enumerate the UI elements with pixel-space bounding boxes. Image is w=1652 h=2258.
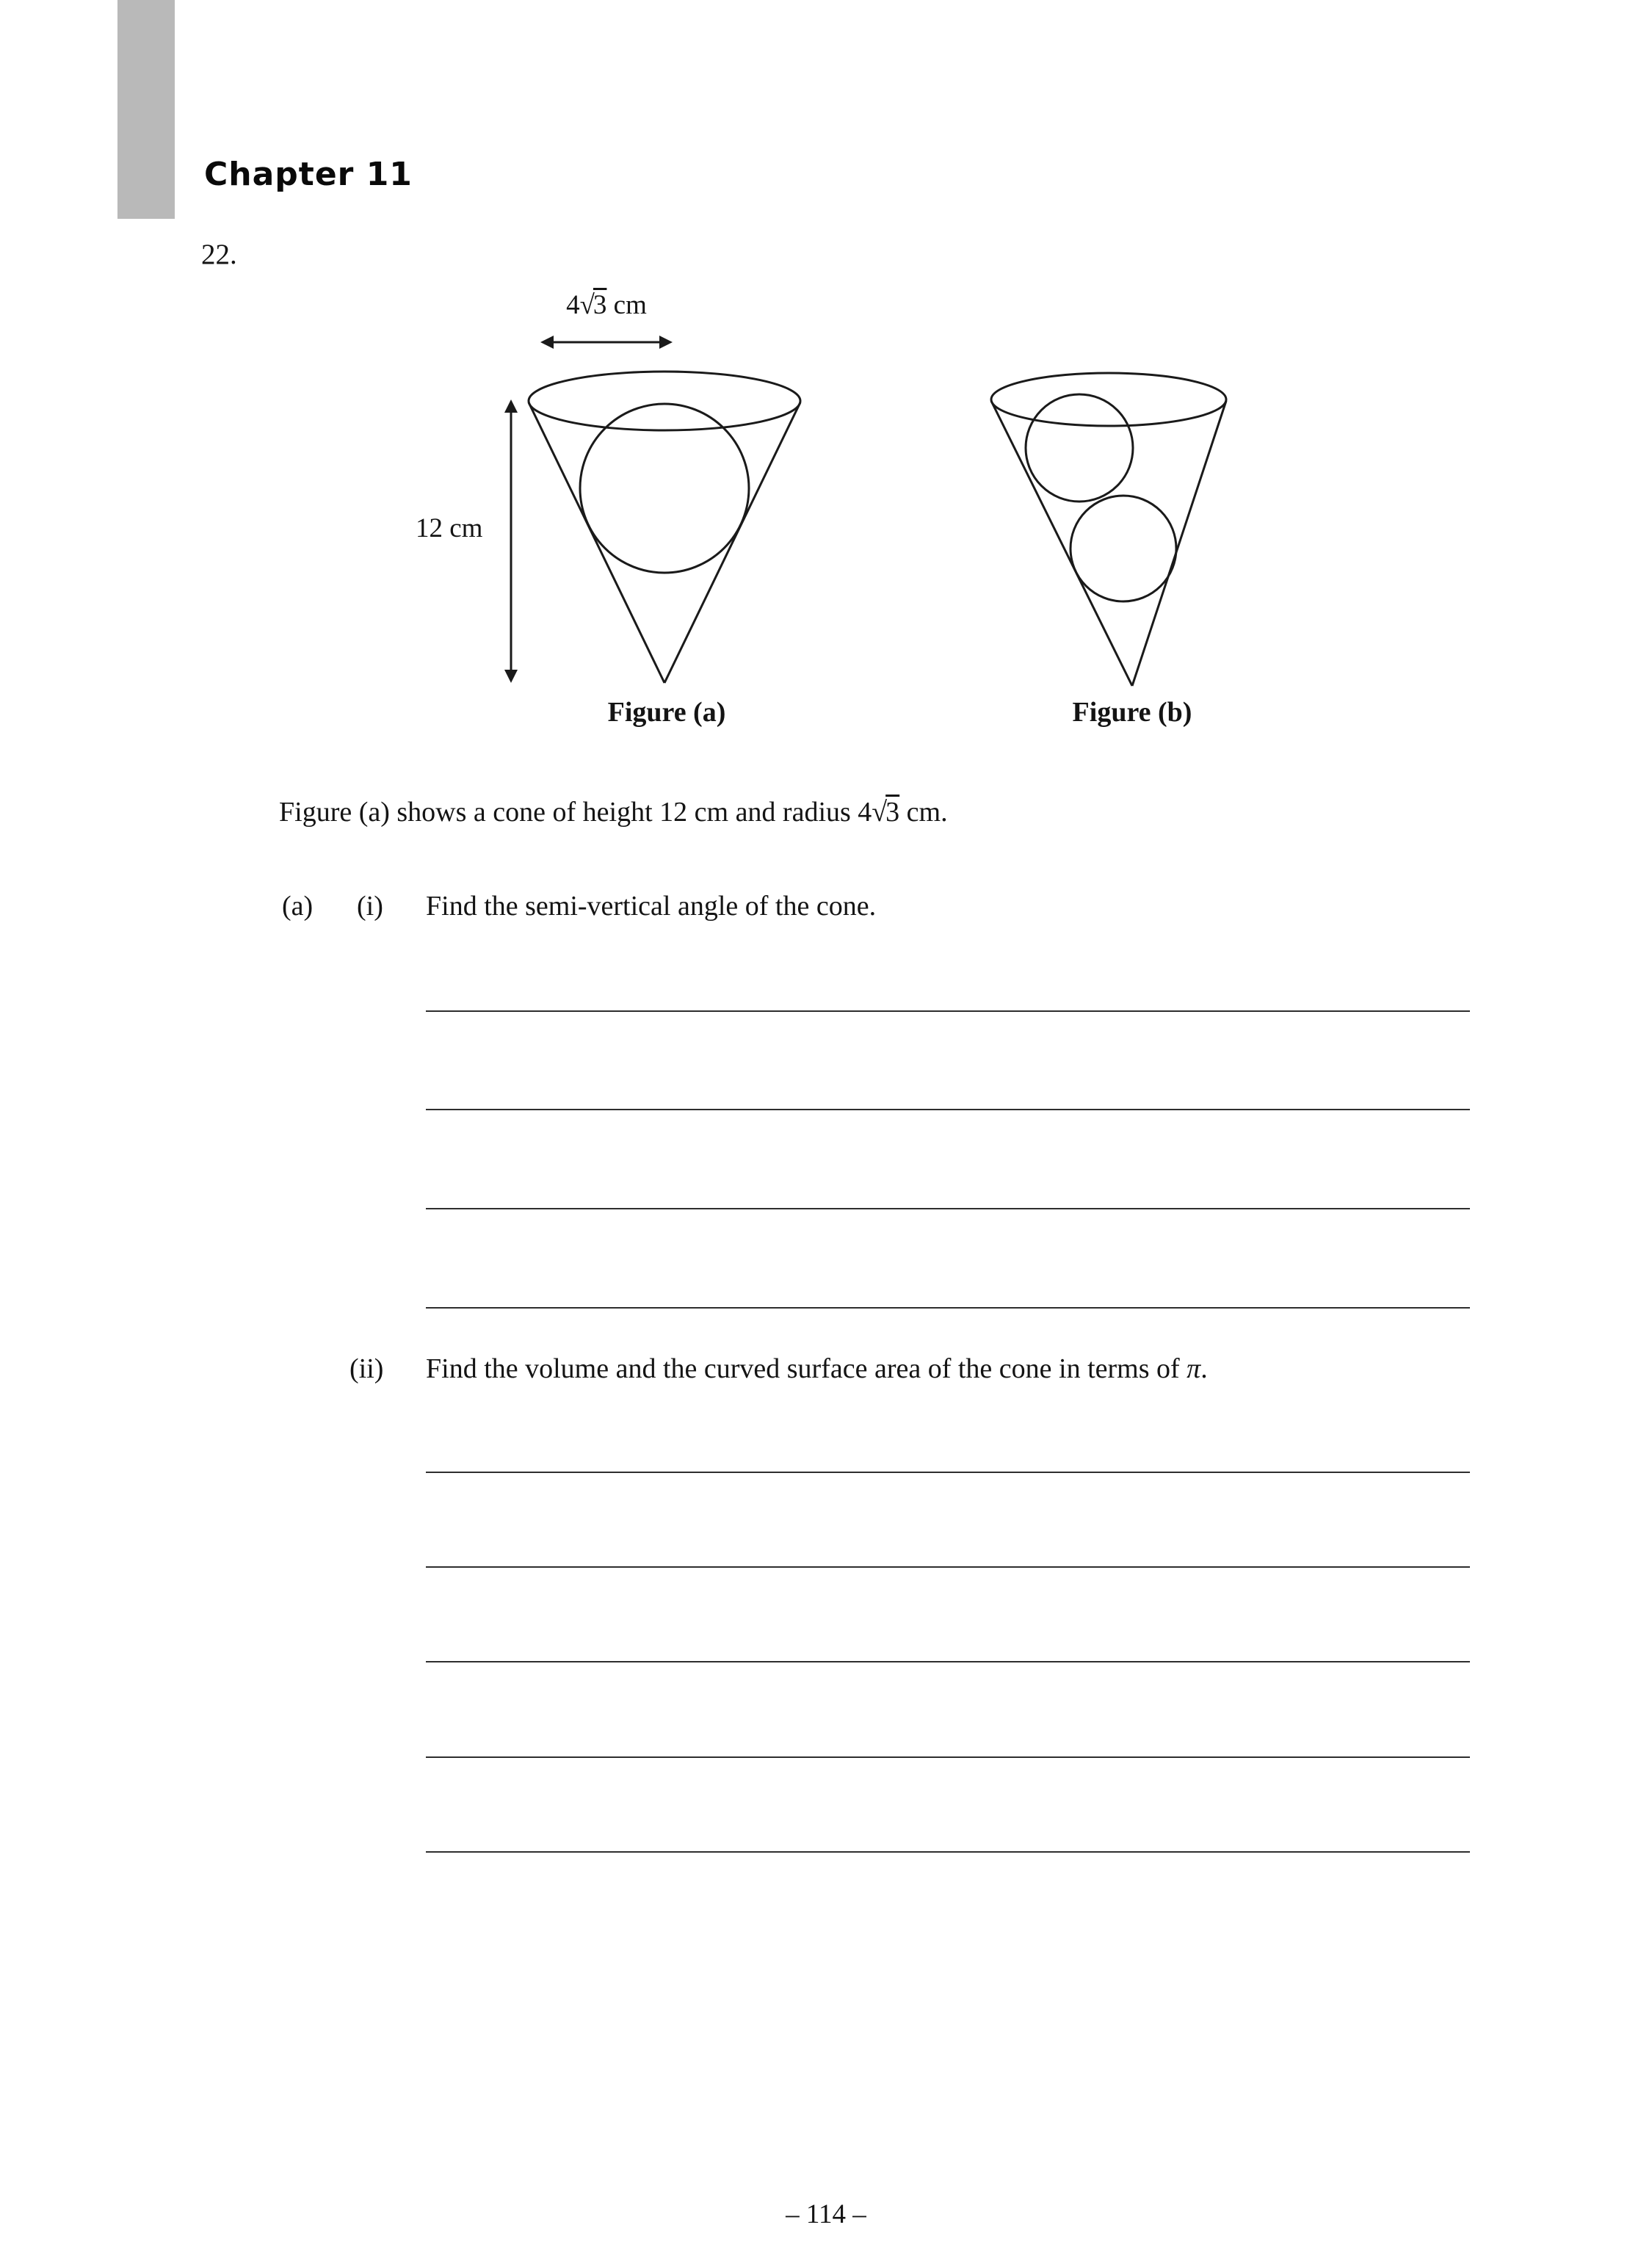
part-ii-text-end: . [1200, 1353, 1208, 1384]
part-i-label: (i) [357, 891, 383, 922]
radius-coefficient: 4 [566, 290, 580, 320]
radius-dimension-label [535, 289, 678, 321]
part-i-question-text: Find the semi-vertical angle of the cone. [426, 891, 877, 922]
figure-a-caption: Figure (a) [607, 697, 726, 728]
figure-b-cone [991, 373, 1226, 686]
answer-line [426, 1756, 1470, 1758]
figure-b-lower-sphere [1070, 496, 1176, 601]
figure-b-rim-ellipse [991, 373, 1226, 426]
figure-a-rim-ellipse [529, 372, 800, 430]
intro-radius-coefficient: 4 [858, 797, 872, 828]
answer-line [426, 1472, 1470, 1473]
answer-line [426, 1661, 1470, 1662]
figure-b-left-slant [991, 401, 1132, 686]
question-intro [279, 796, 948, 828]
intro-radius-value [858, 797, 899, 828]
answer-line [426, 1010, 1470, 1012]
question-number: 22. [201, 239, 237, 270]
figure-a-right-slant [664, 402, 800, 683]
intro-text: Figure (a) shows a cone of height 12 cm and radius [279, 797, 858, 828]
radius-unit: cm [606, 290, 647, 320]
figure-a-left-slant [529, 402, 664, 683]
answer-line [426, 1109, 1470, 1110]
figure-b-upper-sphere [1026, 394, 1133, 502]
figure-b-right-slant [1132, 401, 1226, 686]
radical-sign: √ [579, 290, 593, 320]
intro-radical-sign: √ [872, 797, 886, 828]
figure-b-caption: Figure (b) [1072, 697, 1192, 728]
figure-a-cone [529, 372, 800, 683]
page-number: – 114 – [786, 2199, 866, 2229]
radius-arrowhead-right [659, 336, 673, 349]
height-arrowhead-top [504, 399, 518, 413]
answer-line [426, 1851, 1470, 1853]
part-ii-question-text [426, 1353, 1208, 1385]
radicand: 3 [593, 290, 607, 320]
answer-line [426, 1566, 1470, 1568]
answer-line [426, 1307, 1470, 1309]
part-ii-label: (ii) [349, 1353, 384, 1384]
answer-line [426, 1208, 1470, 1209]
intro-text-end: cm. [899, 797, 948, 828]
radius-arrow [540, 336, 673, 349]
height-arrow [504, 399, 518, 683]
height-arrowhead-bottom [504, 670, 518, 683]
height-dimension-label: 12 cm [416, 513, 483, 543]
part-ii-text: Find the volume and the curved surface area of the cone in terms of [426, 1353, 1187, 1384]
part-a-label: (a) [282, 891, 314, 922]
intro-radicand: 3 [885, 797, 900, 828]
pi-symbol: π [1187, 1353, 1201, 1384]
chapter-heading: Chapter 11 [204, 156, 413, 193]
radius-value [566, 290, 647, 320]
radius-arrowhead-left [540, 336, 554, 349]
